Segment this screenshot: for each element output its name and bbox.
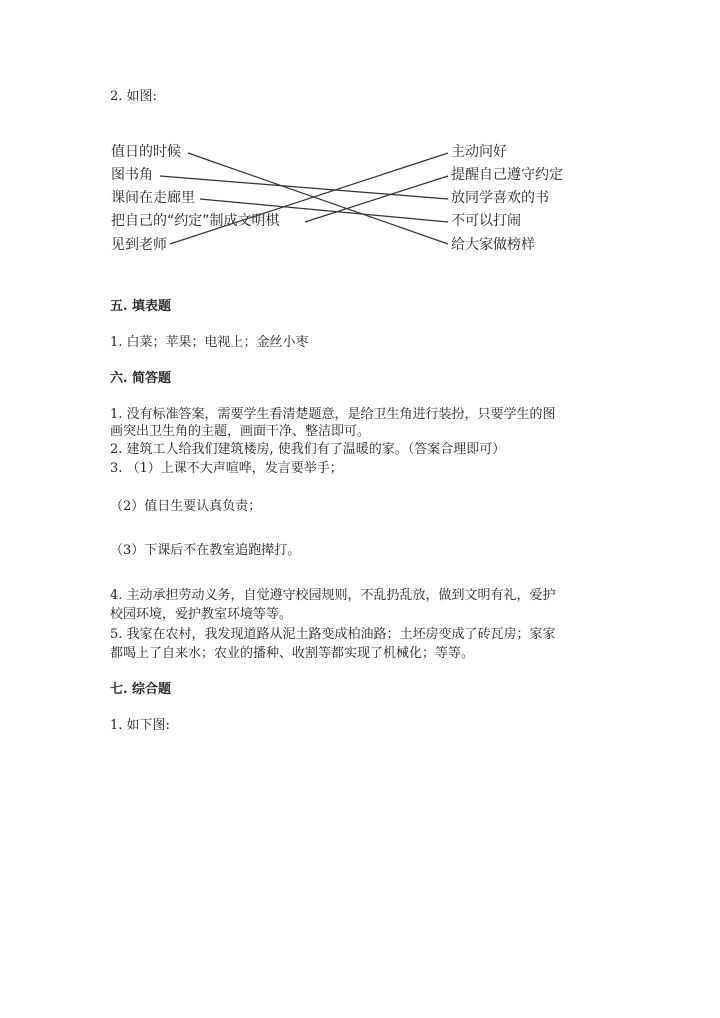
section-7-title: 七. 综合题 [110,682,172,697]
section-6-answer-5: 5. 我家在农村，我发现道路从泥土路变成柏油路；土坯房变成了砖瓦房；家家 [110,627,556,642]
match-line [188,153,448,244]
match-left-item: 图书角 [111,167,153,183]
section-6-answer-5-cont: 都喝上了自来水；农业的播种、收割等都实现了机械化；等等。 [110,646,475,661]
match-line [160,176,448,199]
section-6-answer-3-1: 3. （1）上课不大声喧哗，发言要举手； [110,461,343,476]
section-5-title: 五. 填表题 [110,299,172,314]
section-5-answer-1: 1. 白菜；苹果；电视上；金丝小枣 [110,335,309,350]
match-left-item: 见到老师 [111,237,167,253]
section-6-answer-4-cont: 校园环境，爱护教室环境等等。 [110,607,293,622]
section-6-answer-4: 4. 主动承担劳动义务，自觉遵守校园规则，不乱扔乱放，做到文明有礼，爱护 [110,588,556,603]
section-6-answer-1: 1. 没有标准答案，需要学生看清楚题意，是给卫生角进行装扮，只要学生的图 [110,407,556,422]
section-6-title: 六. 简答题 [110,371,172,386]
match-line [170,153,448,244]
matching-lines [0,0,720,300]
match-right-item: 给大家做榜样 [451,237,535,253]
match-left-item: 课间在走廊里 [111,190,195,206]
match-right-item: 放同学喜欢的书 [451,190,549,206]
match-right-item: 主动问好 [451,144,507,160]
section-6-answer-3-3: （3）下课后不在教室追跑撵打。 [110,543,301,558]
match-right-item: 提醒自己遵守约定 [451,167,563,183]
question-2-label: 2. 如图: [110,89,157,104]
section-6-answer-1-cont: 画突出卫生角的主题，画面干净、整洁即可。 [110,424,371,439]
section-7-answer-1: 1. 如下图: [110,718,170,733]
match-right-item: 不可以打闹 [451,213,521,229]
match-left-item: 把自己的“约定”制成文明棋 [111,213,280,229]
match-line [200,199,448,222]
section-6-answer-2: 2. 建筑工人给我们建筑楼房, 使我们有了温暖的家。（答案合理即可） [110,442,506,457]
match-left-item: 值日的时候 [111,144,181,160]
section-6-answer-3-2: （2）值日生要认真负责； [110,499,262,514]
